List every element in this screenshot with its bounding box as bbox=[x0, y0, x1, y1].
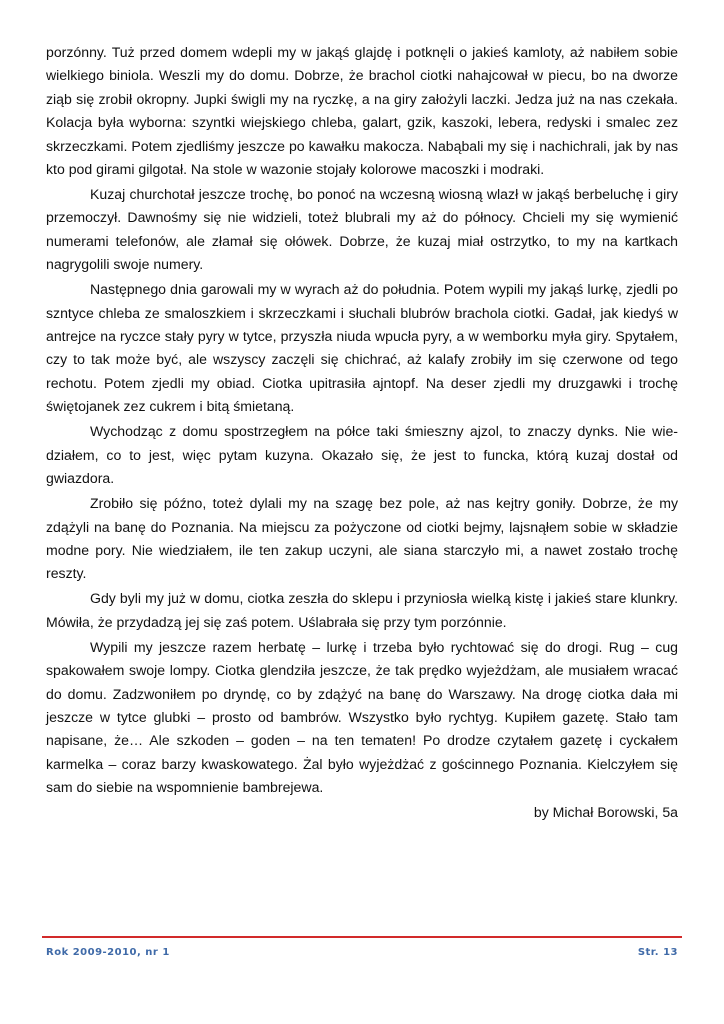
article-paragraph-2: Kuzaj churchotał jeszcze trochę, bo ponoć na wczesną wiosną wlazł w jakąś berbeluchę i giry przemoczył. Dawnośmy się nie widzieli, toteż blubrali my aż do północy. Chcieli my się wymienić numerami telefonów, ale złamał się ołówek. Dobrze, że kuzaj miał ostrzytko, to my na kartkach nagrygolili swoje numery. bbox=[46, 186, 678, 273]
page-footer bbox=[46, 947, 678, 963]
article-paragraph-4: Wychodząc z domu spostrzegłem na półce taki śmieszny ajzol, to znaczy dynks. Nie wiedziałem, co to jest, więc pytam kuzyna. Okazało się, że jest to funcka, którą kuzaj dostał od gwiazdora. bbox=[46, 423, 678, 487]
article-paragraph-5: Zrobiło się późno, toteż dylali my na szagę bez pole, aż nas kejtry goniły. Dobrze, że my zdążyli na banę do Poznania. Na miejscu za pożyczone od ciotki bejmy, lajsnąłem sobie w składzie modne pory. Nie wiedziałem, ile ten zakup uczyni, ale siana starczyło mi, a nawet zostało trochę reszty. bbox=[46, 495, 678, 582]
article-paragraph-3: Następnego dnia garowali my w wyrach aż do południa. Potem wypili my jakąś lurkę, zjedli po szntyce chleba ze smaloszkiem i skrzeczkami i słuchali blubrów brachola ciotki. Gadał, jak kiedyś w antrejce na ryczce stały pyry w tytce, przyszła niuda wpucła pyry, a w wemborku myła giry. Spytałem, czy to tak może być, ale wszyscy zaczęli się chichrać, aż kalafy zrobiły im się czerwone od tego rechotu. Potem zjedli my obiad. Ciotka upitrasiła ajntopf. Na deser zjedli my druzgawki i trochę świętojanek zez cukrem i bitą śmietaną. bbox=[46, 281, 678, 415]
footer-divider bbox=[42, 936, 682, 938]
issue-label: Rok 2009-2010, nr 1 bbox=[46, 947, 170, 958]
article-paragraph-1: porzónny. Tuż przed domem wdepli my w jakąś glajdę i potknęli o jakieś kamloty, aż nabiłem sobie wielkiego biniola. Weszli my do domu. Dobrze, że brachol ciotki nahajcował w piecu, bo na dworze ziąb się zrobił okropny. Jupki świgli my na ryczkę, a na giry założyli laczki. Jedza już na nas czekała. Kolacja była wyborna: szyntki wiejskiego chleba, galart, gzik, kaszoki, lebera, redyski i smalec zez skrzeczkami. Potem zjedliśmy jeszcze po kawałku makocza. Nabąbali my się i nachichrali, jak by nas kto pod girami gilgotał. Na stole w wazonie stojały kolorowe macoszki i modraki. bbox=[46, 44, 678, 178]
author-signature: by Michał Borowski, 5a bbox=[533, 804, 678, 821]
article-body bbox=[46, 41, 678, 825]
page-number: Str. 13 bbox=[637, 947, 678, 958]
article-paragraph-7: Wypili my jeszcze razem herbatę – lurkę i trzeba było rychtować się do drogi. Rug – cug spakowałem swoje lompy. Ciotka glendziła jeszcze, że tak prędko wyjeżdżam, ale musiałem wracać do domu. Zadzwoniłem po dryndę, co by zdążyć na banę do Warszawy. Na drogę ciotka dała mi jeszcze w tytce glubki – prosto od bambrów. Wszystko było rychtyg. Kupiłem gazetę. Stało tam napisane, że… Ale szkoden – goden – na ten tematen! Po drodze czytałem gazetę i cyckałem karmelka – coraz barzy kwaskowatego. Żal było wyjeżdżać z gościnnego Poznania. Kielczyłem się sam do siebie na wspomnienie bambrejewa. bbox=[46, 638, 678, 796]
article-paragraph-6: Gdy byli my już w domu, ciotka zeszła do sklepu i przyniosła wielką kistę i jakieś stare klunkry. Mówiła, że przydadzą jej się zaś potem. Uślabrała się przy tym porzónnie. bbox=[46, 590, 678, 630]
